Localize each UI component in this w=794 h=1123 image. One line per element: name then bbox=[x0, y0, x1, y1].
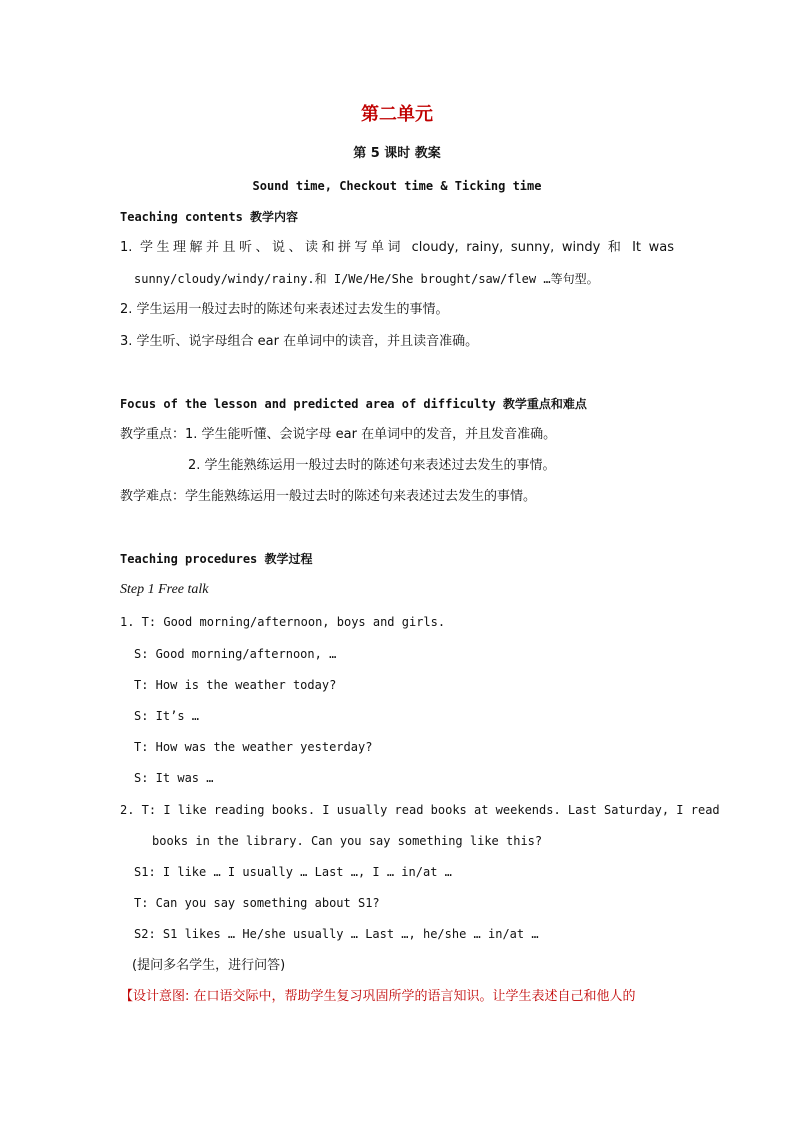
contents-heading: Teaching contents 教学内容 bbox=[120, 210, 299, 224]
procedures-heading: Teaching procedures 教学过程 bbox=[120, 552, 313, 566]
dialogue-line: S1: I like … I usually … Last …, I … in/at … bbox=[134, 865, 452, 879]
dialogue-line: 1. T: Good morning/afternoon, boys and girls. bbox=[120, 615, 446, 629]
dialogue-line: S: Good morning/afternoon, … bbox=[134, 647, 337, 661]
design-intent: 【设计意图: 在口语交际中，帮助学生复习巩固所学的语言知识。让学生表述自己和他人的 bbox=[120, 989, 636, 1004]
focus-difficulty: 教学难点：学生能熟练运用一般过去时的陈述句来表述过去发生的事情。 bbox=[120, 489, 537, 504]
unit-title: 第二单元 bbox=[361, 104, 433, 125]
focus-heading: Focus of the lesson and predicted area of difficulty 教学重点和难点 bbox=[120, 397, 587, 411]
contents-item-3: 3. 学生听、说字母组合 ear 在单词中的读音，并且读音准确。 bbox=[120, 334, 479, 349]
contents-item-1-cont: sunny/cloudy/windy/rainy.和 I/We/He/She brought/saw/flew …等句型。 bbox=[134, 272, 599, 286]
lesson-subtitle: Sound time, Checkout time & Ticking time bbox=[252, 179, 542, 193]
dialogue-line: T: Can you say something about S1? bbox=[134, 896, 380, 910]
dialogue-line: S2: S1 likes … He/she usually … Last …, he/she … in/at … bbox=[134, 927, 539, 941]
dialogue-line: books in the library. Can you say something like this? bbox=[152, 834, 543, 848]
dialogue-line: T: How is the weather today? bbox=[134, 678, 337, 692]
contents-item-2: 2. 学生运用一般过去时的陈述句来表述过去发生的事情。 bbox=[120, 302, 449, 317]
contents-item-1: 1. 学生理解并且听、说、读和拼写单词 cloudy, rainy, sunny, windy 和 It was bbox=[120, 240, 674, 255]
dialogue-line: S: It’s … bbox=[134, 709, 200, 723]
focus-key-1: 教学重点：1. 学生能听懂、会说字母 ear 在单词中的发音，并且发音准确。 bbox=[120, 427, 557, 442]
lesson-title: 第 5 课时 教案 bbox=[353, 146, 441, 161]
dialogue-note: (提问多名学生，进行问答) bbox=[132, 958, 286, 973]
dialogue-line: S: It was … bbox=[134, 771, 214, 785]
dialogue-line: 2. T: I like reading books. I usually read books at weekends. Last Saturday, I read bbox=[120, 803, 720, 817]
dialogue-line: T: How was the weather yesterday? bbox=[134, 740, 373, 754]
focus-key-2: 2. 学生能熟练运用一般过去时的陈述句来表述过去发生的事情。 bbox=[188, 458, 556, 473]
step-1-heading: Step 1 Free talk bbox=[120, 582, 209, 597]
